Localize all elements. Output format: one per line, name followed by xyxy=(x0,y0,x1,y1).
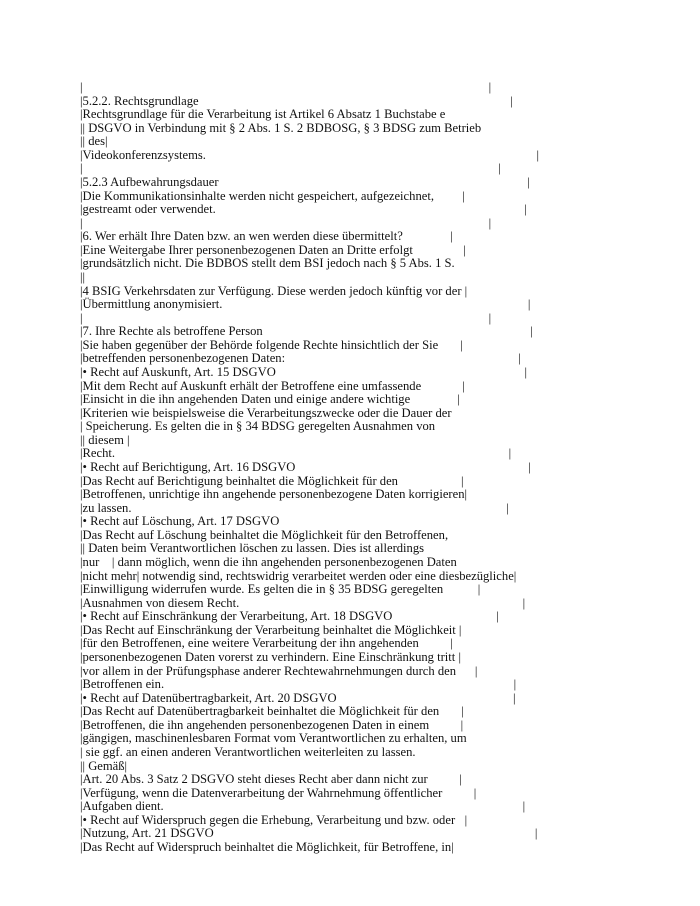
text-line: |• Recht auf Einschränkung der Verarbeitung, Art. 18 DSGVO | xyxy=(80,609,499,624)
text-line: |Sie haben gegenüber der Behörde folgende Rechte hinsichtlich der Sie | xyxy=(80,337,463,352)
text-line: || des| xyxy=(80,134,108,149)
text-line: |Kriterien wie beispielsweise die Verarbeitungszwecke oder die Dauer der xyxy=(80,405,452,420)
text-line: |Das Recht auf Einschränkung der Verarbeitung beinhaltet die Möglichkeit | xyxy=(80,622,462,637)
text-line: |personenbezogenen Daten vorerst zu verhindern. Eine Einschränkung tritt | xyxy=(80,649,461,664)
text-line: |Betroffenen, die ihn angehenden personenbezogenen Daten in einem | xyxy=(80,717,464,732)
text-line: || Daten beim Verantwortlichen löschen zu lassen. Dies ist allerdings xyxy=(80,541,425,556)
text-line: |5.2.3 Aufbewahrungsdauer | xyxy=(80,174,530,189)
text-line: |• Recht auf Löschung, Art. 17 DSGVO xyxy=(80,514,280,529)
text-line: | | xyxy=(80,161,501,176)
text-line: | | xyxy=(80,310,492,325)
text-line: |Das Recht auf Widerspruch beinhaltet die Möglichkeit, für Betroffene, in| xyxy=(80,839,454,854)
text-line: | | xyxy=(80,80,492,94)
text-line: |• Recht auf Auskunft, Art. 15 DSGVO | xyxy=(80,364,528,379)
text-line: |Die Kommunikationsinhalte werden nicht gespeichert, aufgezeichnet, | xyxy=(80,188,465,203)
text-line: |• Recht auf Berichtigung, Art. 16 DSGVO | xyxy=(80,459,531,474)
text-line: |nicht mehr| notwendig sind, rechtswidrig verarbeitet werden oder eine diesbezügliche| xyxy=(80,568,517,583)
document-page xyxy=(0,80,700,860)
text-line: |Das Recht auf Datenübertragbarkeit beinhaltet die Möglichkeit für den | xyxy=(80,704,464,719)
text-line: |Das Recht auf Berichtigung beinhaltet die Möglichkeit für den | xyxy=(80,473,464,488)
text-line: | | xyxy=(80,215,492,230)
text-line: |• Recht auf Widerspruch gegen die Erhebung, Verarbeitung und bzw. oder | xyxy=(80,812,468,827)
text-line: |Verfügung, wenn die Datenverarbeitung der Wahrnehmung öffentlicher | xyxy=(80,785,477,800)
text-line: |Nutzung, Art. 21 DSGVO | xyxy=(80,826,538,841)
text-line: |Einsicht in die ihn angehenden Daten und einige andere wichtige | xyxy=(80,392,460,407)
text-line: |Mit dem Recht auf Auskunft erhält der Betroffene eine umfassende | xyxy=(80,378,465,393)
text-line: |Eine Weitergabe Ihrer personenbezogenen Daten an Dritte erfolgt | xyxy=(80,242,466,257)
text-line: |gestreamt oder verwendet. | xyxy=(80,202,527,217)
text-line: |vor allem in der Prüfungsphase anderer Rechtewahrnehmungen durch den | xyxy=(80,663,478,678)
text-line: |Betroffenen ein. | xyxy=(80,677,517,692)
text-line: |zu lassen. | xyxy=(80,500,509,515)
text-line: |Videokonferenzsystems. | xyxy=(80,147,540,162)
text-line: |grundsätzlich nicht. Die BDBOS stellt dem BSI jedoch nach § 5 Abs. 1 S. xyxy=(80,256,455,271)
text-line: |6. Wer erhält Ihre Daten bzw. an wen werden diese übermittelt? | xyxy=(80,229,453,244)
text-line: |Das Recht auf Löschung beinhaltet die Möglichkeit für den Betroffenen, xyxy=(80,527,449,542)
text-line: |Aufgaben dient. | xyxy=(80,799,526,814)
text-line: |gängigen, maschinenlesbaren Format vom Verantwortlichen zu erhalten, um xyxy=(80,731,467,746)
text-line: |7. Ihre Rechte als betroffene Person | xyxy=(80,324,533,339)
text-line: | sie ggf. an einen anderen Verantwortlichen weiterleiten zu lassen. xyxy=(80,744,416,759)
text-line: || xyxy=(80,269,86,284)
text-line: || DSGVO in Verbindung mit § 2 Abs. 1 S. 2 BDBOSG, § 3 BDSG zum Betrieb xyxy=(80,120,482,135)
text-line: | Speicherung. Es gelten die in § 34 BDSG geregelten Ausnahmen von xyxy=(80,419,436,434)
text-line: |Betroffenen, unrichtige ihn angehende personenbezogene Daten korrigieren| xyxy=(80,487,468,502)
text-line: |für den Betroffenen, eine weitere Verarbeitung der ihn angehenden | xyxy=(80,636,453,651)
text-line: |Ausnahmen von diesem Recht. | xyxy=(80,595,526,610)
text-line: |• Recht auf Datenübertragbarkeit, Art. 20 DSGVO | xyxy=(80,690,516,705)
text-line: |Übermittlung anonymisiert. | xyxy=(80,297,531,312)
text-line: |5.2.2. Rechtsgrundlage | xyxy=(80,93,513,108)
text-line: |4 BSIG Verkehrsdaten zur Verfügung. Diese werden jedoch künftig vor der | xyxy=(80,283,468,298)
text-line: |betreffenden personenbezogenen Daten: | xyxy=(80,351,521,366)
text-line: || diesem | xyxy=(80,432,130,447)
text-line: |nur | dann möglich, wenn die ihn angehenden personenbezogenen Daten xyxy=(80,554,457,569)
text-line: |Art. 20 Abs. 3 Satz 2 DSGVO steht dieses Recht aber dann nicht zur | xyxy=(80,772,462,787)
text-line: |Recht. | xyxy=(80,446,512,461)
text-line: |Einwilligung widerrufen wurde. Es gelten die in § 35 BDSG geregelten | xyxy=(80,582,481,597)
text-line: || Gemäß| xyxy=(80,758,128,773)
text-line: |Rechtsgrundlage für die Verarbeitung ist Artikel 6 Absatz 1 Buchstabe e xyxy=(80,107,446,122)
